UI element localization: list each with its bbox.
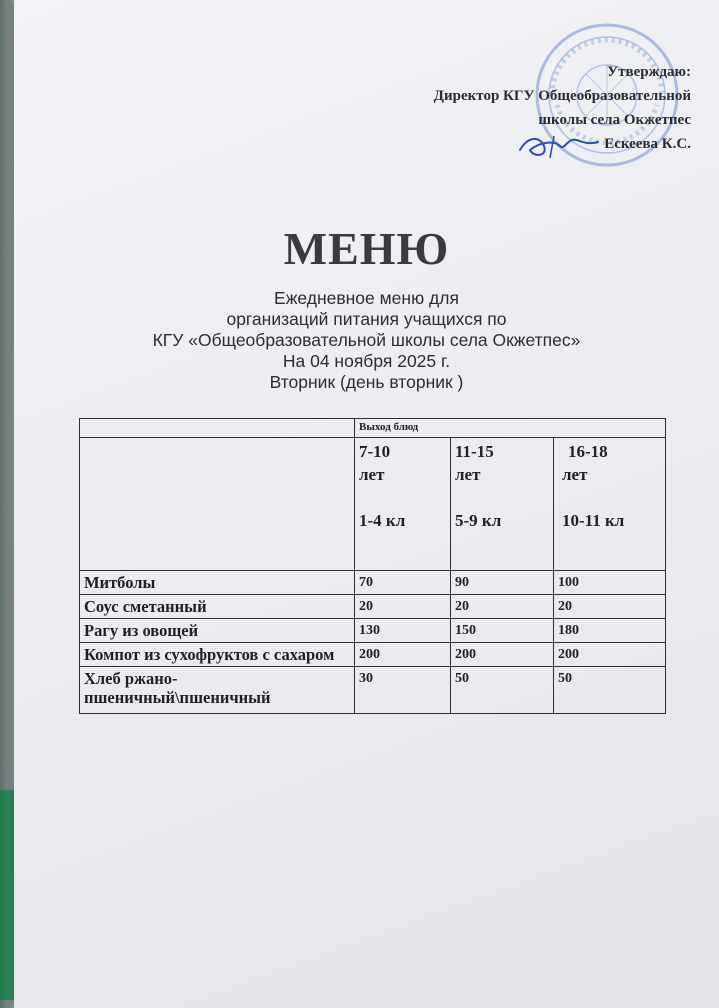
subtitle-line-3: КГУ «Общеобразовательной школы села Окжетпес» [152, 330, 581, 350]
portion-value: 20 [355, 595, 451, 619]
grade-range: 10-11 кл [562, 511, 625, 530]
portion-value: 100 [554, 571, 666, 595]
age-unit: лет [455, 465, 481, 484]
portion-value: 50 [451, 667, 554, 714]
dish-name: Компот из сухофруктов с сахаром [80, 643, 355, 667]
portion-value: 180 [554, 619, 666, 643]
dish-name: Рагу из овощей [80, 619, 355, 643]
approval-line-2: Директор КГУ Общеобразовательной [433, 88, 691, 104]
portion-value: 30 [355, 667, 451, 714]
portion-value: 200 [451, 643, 554, 667]
portion-value: 150 [451, 619, 554, 643]
portion-value: 130 [355, 619, 451, 643]
age-group-cell [451, 438, 554, 571]
age-unit: лет [562, 465, 588, 484]
approval-line-4: Ескеева К.С. [604, 136, 691, 152]
age-range: 16-18 [568, 442, 608, 461]
empty-header-cell [80, 419, 355, 438]
approval-line-1: Утверждаю: [607, 64, 691, 80]
age-group-cell [554, 438, 666, 571]
subtitle-line-1: Ежедневное меню для [274, 288, 459, 308]
dish-name: Хлеб ржано-пшеничный\пшеничный [80, 667, 355, 714]
grade-range: 1-4 кл [359, 511, 406, 530]
portion-value: 50 [554, 667, 666, 714]
table-row [80, 595, 666, 619]
portion-value: 20 [554, 595, 666, 619]
empty-age-cell [80, 438, 355, 571]
age-unit: лет [359, 465, 385, 484]
portion-value: 90 [451, 571, 554, 595]
age-range: 7-10 [359, 442, 391, 461]
portion-value: 70 [355, 571, 451, 595]
portion-value: 20 [451, 595, 554, 619]
menu-subtitle [14, 288, 719, 393]
yield-header: Выход блюд [355, 419, 666, 438]
grade-range: 5-9 кл [455, 511, 502, 530]
age-range: 11-15 [455, 442, 494, 461]
subtitle-line-2: организаций питания учащихся по [226, 309, 507, 329]
dish-name: Митболы [80, 571, 355, 595]
portion-value: 200 [355, 643, 451, 667]
approval-line-3: школы села Окжетпес [538, 112, 691, 128]
menu-table [79, 418, 666, 714]
page-title: МЕНЮ [283, 223, 450, 274]
portion-value: 200 [554, 643, 666, 667]
age-group-row [80, 438, 666, 571]
subtitle-line-4: На 04 ноября 2025 г. [282, 351, 451, 371]
table-row [80, 619, 666, 643]
dish-name: Соус сметанный [80, 595, 355, 619]
table-row [80, 643, 666, 667]
signature-icon [514, 128, 604, 162]
table-header-row [80, 419, 666, 438]
table-row [80, 571, 666, 595]
subtitle-line-5: Вторник (день вторник ) [269, 372, 464, 392]
table-row [80, 667, 666, 714]
age-group-cell [355, 438, 451, 571]
